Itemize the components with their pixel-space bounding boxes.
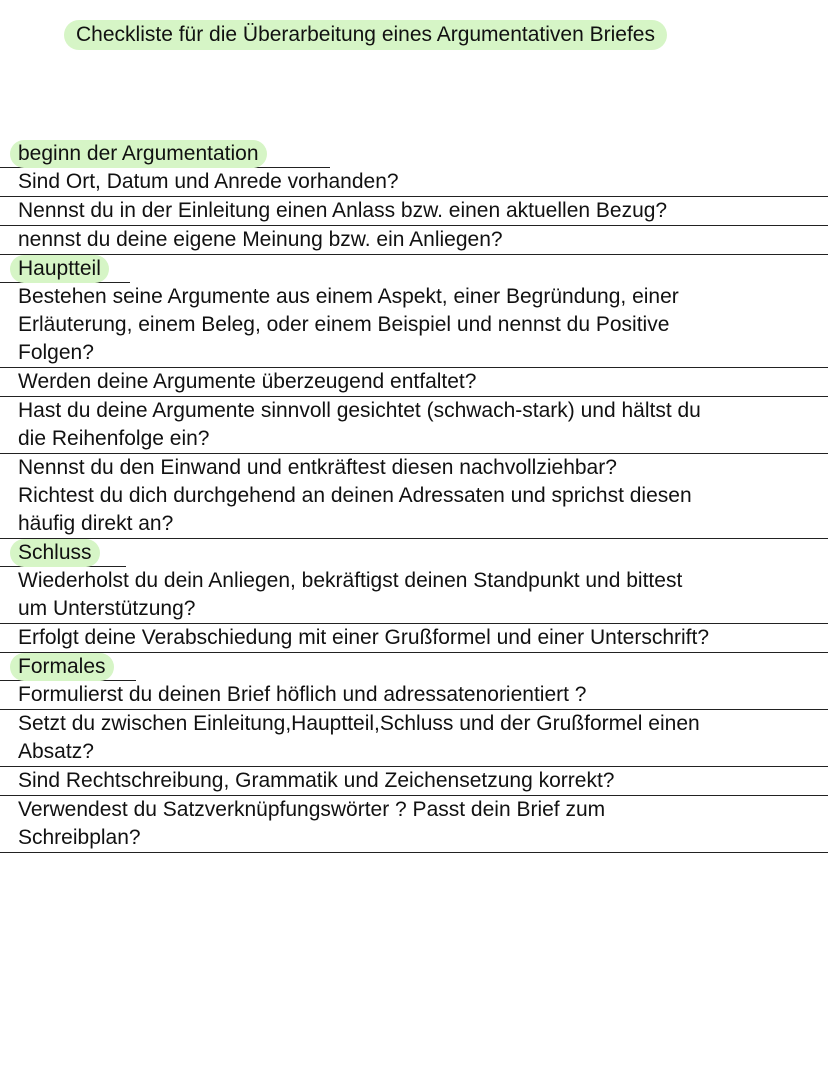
- checklist-item: Sind Ort, Datum und Anrede vorhanden?: [0, 168, 828, 197]
- checklist: [0, 140, 828, 853]
- checklist-item: nennst du deine eigene Meinung bzw. ein Anliegen?: [0, 226, 828, 255]
- section-heading-hauptteil: Hauptteil: [0, 255, 828, 283]
- section-heading-formales: Formales: [0, 653, 828, 681]
- checklist-item: Bestehen seine Argumente aus einem Aspekt, einer Begründung, einer Erläuterung, einem Beleg, oder einem Beispiel und nennst du Positive Folgen?: [0, 283, 828, 368]
- section-heading-schluss: Schluss: [0, 539, 828, 567]
- checklist-item: Nennst du den Einwand und entkräftest diesen nachvollziehbar? Richtest du dich durchgehend an deinen Adressaten und sprichst diesen häufig direkt an?: [0, 454, 828, 539]
- checklist-item: Wiederholst du dein Anliegen, bekräftigst deinen Standpunkt und bittest um Unterstützung?: [0, 567, 828, 624]
- checklist-item: Werden deine Argumente überzeugend entfaltet?: [0, 368, 828, 397]
- checklist-item: Nennst du in der Einleitung einen Anlass bzw. einen aktuellen Bezug?: [0, 197, 828, 226]
- checklist-item: Formulierst du deinen Brief höflich und adressatenorientiert ?: [0, 681, 828, 710]
- checklist-item: Verwendest du Satzverknüpfungswörter ? Passt dein Brief zum Schreibplan?: [0, 796, 828, 853]
- checklist-item: Setzt du zwischen Einleitung,Hauptteil,Schluss und der Grußformel einen Absatz?: [0, 710, 828, 767]
- page-title: Checkliste für die Überarbeitung eines Argumentativen Briefes: [64, 20, 667, 50]
- section-heading-beginn: beginn der Argumentation: [0, 140, 828, 168]
- checklist-item: Erfolgt deine Verabschiedung mit einer Grußformel und einer Unterschrift?: [0, 624, 828, 653]
- checklist-item: Hast du deine Argumente sinnvoll gesichtet (schwach-stark) und hältst du die Reihenfolge ein?: [0, 397, 828, 454]
- checklist-item: Sind Rechtschreibung, Grammatik und Zeichensetzung korrekt?: [0, 767, 828, 796]
